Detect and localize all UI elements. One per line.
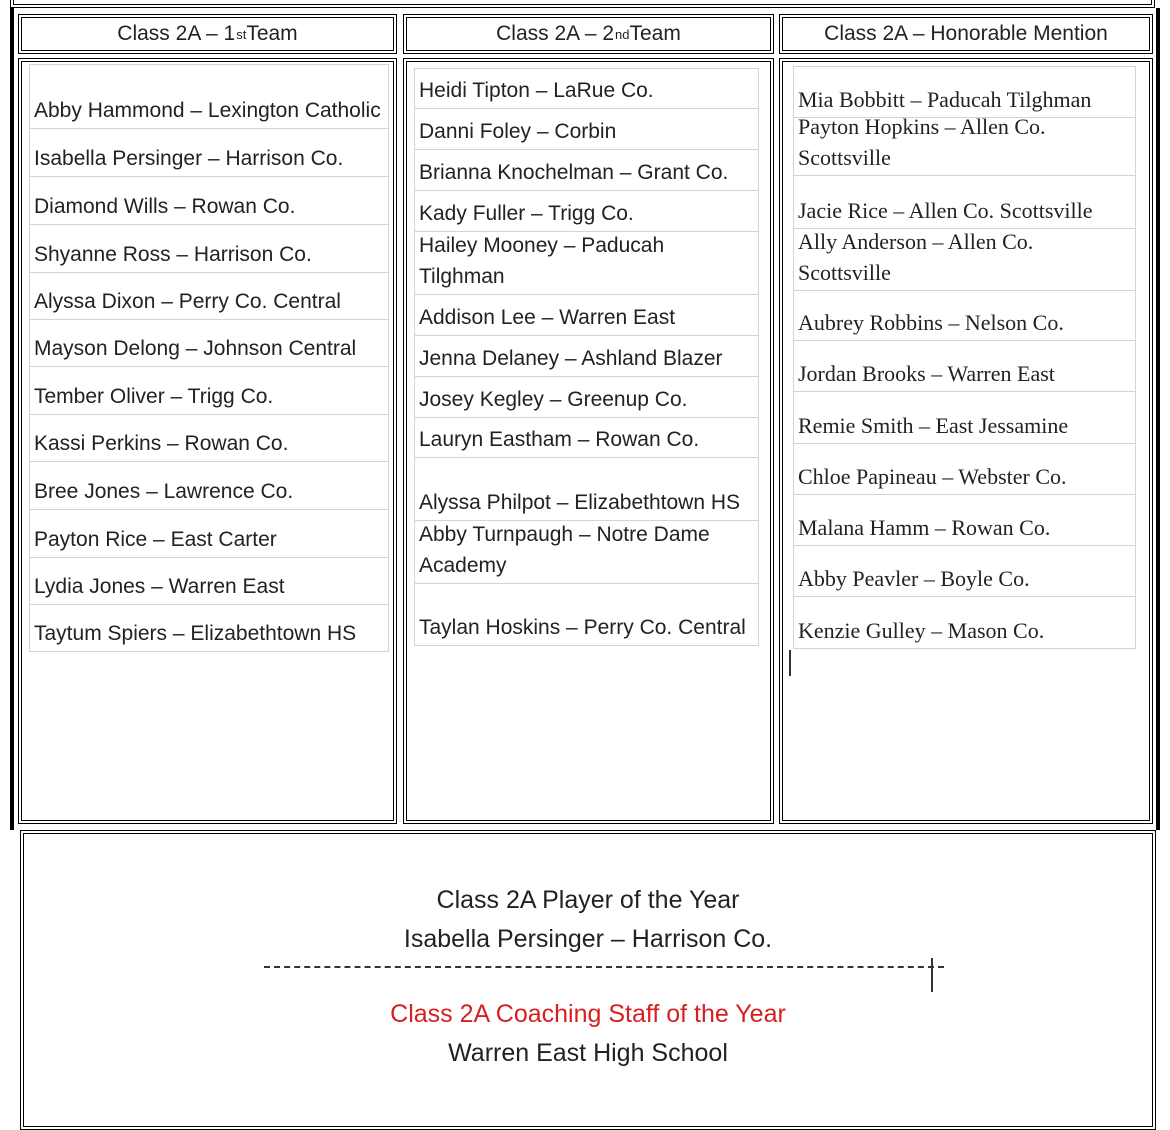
list-item	[30, 273, 388, 320]
list-item-text: Payton Hopkins – Allen Co. Scottsville	[798, 118, 1046, 170]
player-of-year-title: Class 2A Player of the Year	[436, 886, 740, 914]
list-item	[794, 495, 1135, 546]
list-item	[794, 444, 1135, 495]
awards-box	[20, 830, 1156, 1130]
list-item-text: Mia Bobbitt – Paducah Tilghman	[798, 87, 1092, 112]
list-item-text: Taytum Spiers – Elizabethtown HS	[34, 622, 357, 645]
list-item	[415, 521, 758, 584]
list-item-text: Payton Rice – East Carter	[34, 528, 277, 551]
header-first-team	[18, 14, 397, 54]
list-item	[794, 176, 1135, 229]
first-team-list	[29, 64, 389, 652]
list-item	[415, 109, 758, 150]
list-item	[794, 597, 1135, 648]
list-item-text: Josey Kegley – Greenup Co.	[419, 388, 688, 411]
header-first-team-prefix: Class 2A – 1	[117, 22, 236, 45]
list-item	[30, 605, 388, 651]
list-item-text: Hailey Mooney – Paducah Tilghman	[419, 234, 665, 288]
list-item-text: Heidi Tipton – LaRue Co.	[419, 79, 654, 102]
dashed-divider	[264, 966, 944, 968]
list-item	[415, 191, 758, 232]
header-honorable-mention-label: Class 2A – Honorable Mention	[824, 22, 1108, 45]
list-item-text: Brianna Knochelman – Grant Co.	[419, 161, 729, 184]
list-item-text: Lydia Jones – Warren East	[34, 575, 285, 598]
list-item	[415, 69, 758, 109]
list-item-text: Taylan Hoskins – Perry Co. Central	[419, 616, 746, 639]
list-item-text: Jacie Rice – Allen Co. Scottsville	[798, 198, 1093, 223]
list-item	[794, 229, 1135, 291]
header-honorable-mention	[779, 14, 1153, 54]
list-item-text: Bree Jones – Lawrence Co.	[34, 480, 294, 503]
list-item-text: Aubrey Robbins – Nelson Co.	[798, 310, 1064, 335]
list-item	[415, 458, 758, 521]
list-item	[794, 118, 1135, 176]
text-cursor	[931, 958, 933, 992]
list-item-text: Danni Foley – Corbin	[419, 120, 617, 143]
player-of-year-name: Isabella Persinger – Harrison Co.	[403, 925, 773, 953]
list-item-text: Kenzie Gulley – Mason Co.	[798, 618, 1045, 643]
list-item	[30, 367, 388, 415]
list-item-text: Kassi Perkins – Rowan Co.	[34, 432, 289, 455]
list-item	[30, 415, 388, 462]
list-item-text: Chloe Papineau – Webster Co.	[798, 464, 1067, 489]
list-item-text: Diamond Wills – Rowan Co.	[34, 195, 296, 218]
list-item	[415, 377, 758, 418]
list-item	[415, 232, 758, 295]
list-item-text: Tember Oliver – Trigg Co.	[34, 385, 274, 408]
list-item	[30, 462, 388, 510]
list-item	[30, 65, 388, 129]
list-item-text: Abby Hammond – Lexington Catholic	[34, 99, 381, 122]
list-item	[30, 129, 388, 177]
header-second-team	[403, 14, 774, 54]
list-item-text: Mayson Delong – Johnson Central	[34, 337, 357, 360]
coaching-staff-name: Warren East High School	[448, 1039, 728, 1067]
list-item-text: Alyssa Philpot – Elizabethtown HS	[419, 491, 740, 514]
top-border	[10, 0, 1155, 8]
list-item-text: Ally Anderson – Allen Co. Scottsville	[798, 229, 1034, 285]
header-first-team-sup: st	[236, 26, 247, 42]
header-first-team-suffix: Team	[246, 22, 298, 45]
list-item	[415, 418, 758, 458]
list-item-text: Malana Hamm – Rowan Co.	[798, 515, 1051, 540]
list-item	[30, 177, 388, 225]
list-item	[415, 295, 758, 336]
list-item	[794, 291, 1135, 341]
list-item	[30, 510, 388, 558]
list-item	[30, 225, 388, 273]
list-item	[794, 341, 1135, 392]
list-item-text: Isabella Persinger – Harrison Co.	[34, 147, 344, 170]
header-second-team-suffix: Team	[629, 22, 681, 45]
coaching-staff-title: Class 2A Coaching Staff of the Year	[390, 1000, 786, 1028]
list-item-text: Lauryn Eastham – Rowan Co.	[419, 428, 700, 451]
second-team-list	[414, 68, 759, 646]
list-item-text: Jenna Delaney – Ashland Blazer	[419, 347, 723, 370]
list-item-text: Kady Fuller – Trigg Co.	[419, 202, 634, 225]
list-item	[30, 558, 388, 605]
list-item	[794, 67, 1135, 118]
list-item-text: Addison Lee – Warren East	[419, 306, 676, 329]
list-item-text: Abby Peavler – Boyle Co.	[798, 566, 1030, 591]
list-item	[415, 336, 758, 377]
header-second-team-prefix: Class 2A – 2	[496, 22, 615, 45]
honorable-mention-list	[793, 66, 1136, 649]
list-item-text: Alyssa Dixon – Perry Co. Central	[34, 290, 341, 313]
text-cursor	[789, 650, 791, 676]
list-item	[30, 320, 388, 367]
list-item-text: Remie Smith – East Jessamine	[798, 413, 1069, 438]
list-item	[794, 546, 1135, 597]
list-item	[794, 392, 1135, 444]
list-item-text: Shyanne Ross – Harrison Co.	[34, 243, 312, 266]
list-item-text: Abby Turnpaugh – Notre Dame Academy	[419, 523, 710, 577]
list-item	[415, 150, 758, 191]
list-item-text: Jordan Brooks – Warren East	[798, 361, 1055, 386]
list-item	[415, 584, 758, 645]
header-second-team-sup: nd	[615, 26, 630, 42]
